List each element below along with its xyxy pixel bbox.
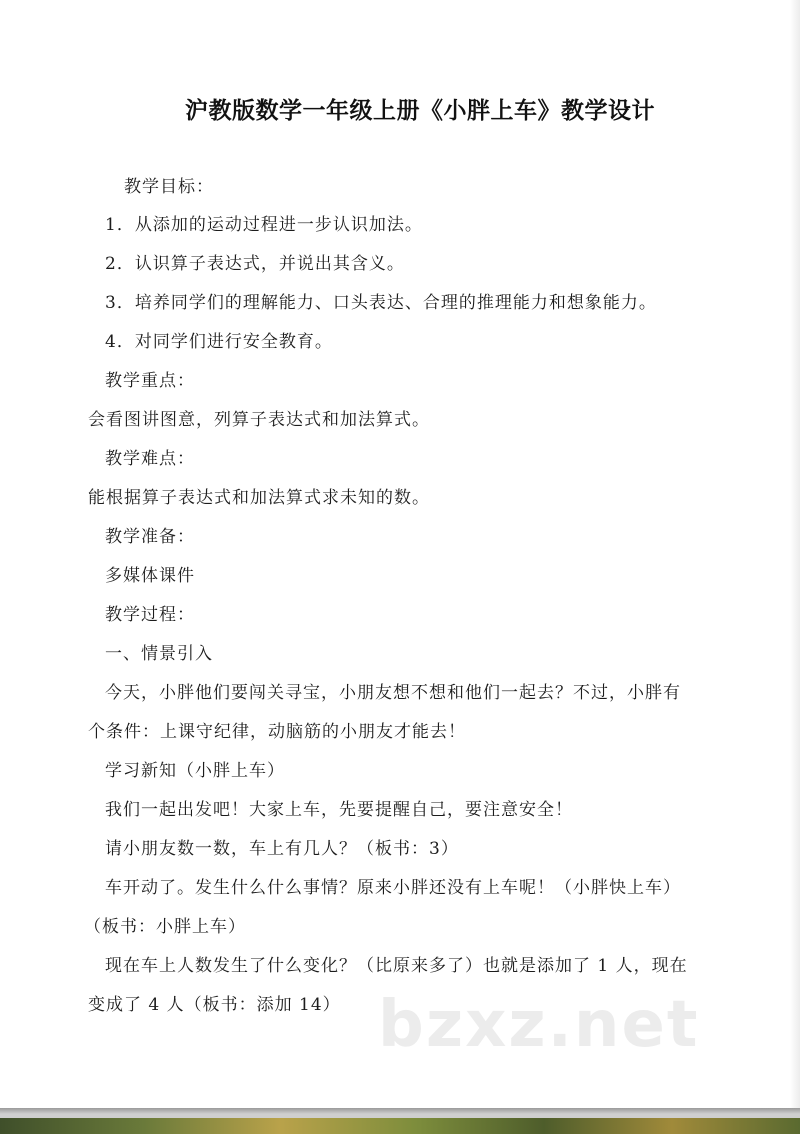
section-heading-objectives: 教学目标： [124, 177, 214, 197]
subsection-heading-new-knowledge: 学习新知（小胖上车） [105, 761, 285, 781]
section-heading-preparation: 教学准备： [105, 527, 195, 547]
section-heading-process: 教学过程： [105, 605, 195, 625]
watermark-text: bzxz.net [378, 988, 700, 1062]
paragraph-intro-line-2: 个条件：上课守纪律，动脑筋的小朋友才能去！ [88, 722, 466, 742]
paragraph-key-points: 会看图讲图意，列算子表达式和加法算式。 [88, 410, 430, 430]
page-title: 沪教版数学一年级上册《小胖上车》教学设计 [185, 98, 655, 124]
paragraph-preparation: 多媒体课件 [105, 566, 195, 586]
objective-item-1: 1．从添加的运动过程进一步认识加法。 [105, 215, 423, 235]
paragraph-change-line-2: 变成了 4 人（板书：添加 14） [88, 995, 341, 1015]
paragraph-count: 请小朋友数一数，车上有几人？（板书：3） [105, 839, 459, 859]
next-page-edge [0, 1108, 800, 1134]
section-heading-difficulties: 教学难点： [105, 449, 195, 469]
next-page-image-strip [0, 1118, 800, 1134]
paragraph-car-moves-line-2: （板书：小胖上车） [84, 917, 246, 937]
objective-item-3: 3．培养同学们的理解能力、口头表达、合理的推理能力和想象能力。 [105, 293, 657, 313]
objective-item-4: 4．对同学们进行安全教育。 [105, 332, 333, 352]
section-heading-key-points: 教学重点： [105, 371, 195, 391]
paragraph-intro-line-1: 今天，小胖他们要闯关寻宝，小朋友想不想和他们一起去？不过，小胖有 [105, 683, 681, 703]
subsection-heading-intro: 一、情景引入 [105, 644, 213, 664]
objective-item-2: 2．认识算子表达式，并说出其含义。 [105, 254, 405, 274]
paragraph-difficulties: 能根据算子表达式和加法算式求未知的数。 [88, 488, 430, 508]
page-shadow [0, 1108, 800, 1114]
paragraph-depart: 我们一起出发吧！大家上车，先要提醒自己，要注意安全！ [105, 800, 573, 820]
page-edge [790, 0, 800, 1108]
paragraph-change-line-1: 现在车上人数发生了什么变化？（比原来多了）也就是添加了 1 人，现在 [105, 956, 688, 976]
paragraph-car-moves-line-1: 车开动了。发生什么什么事情？原来小胖还没有上车呢！（小胖快上车） [105, 878, 681, 898]
